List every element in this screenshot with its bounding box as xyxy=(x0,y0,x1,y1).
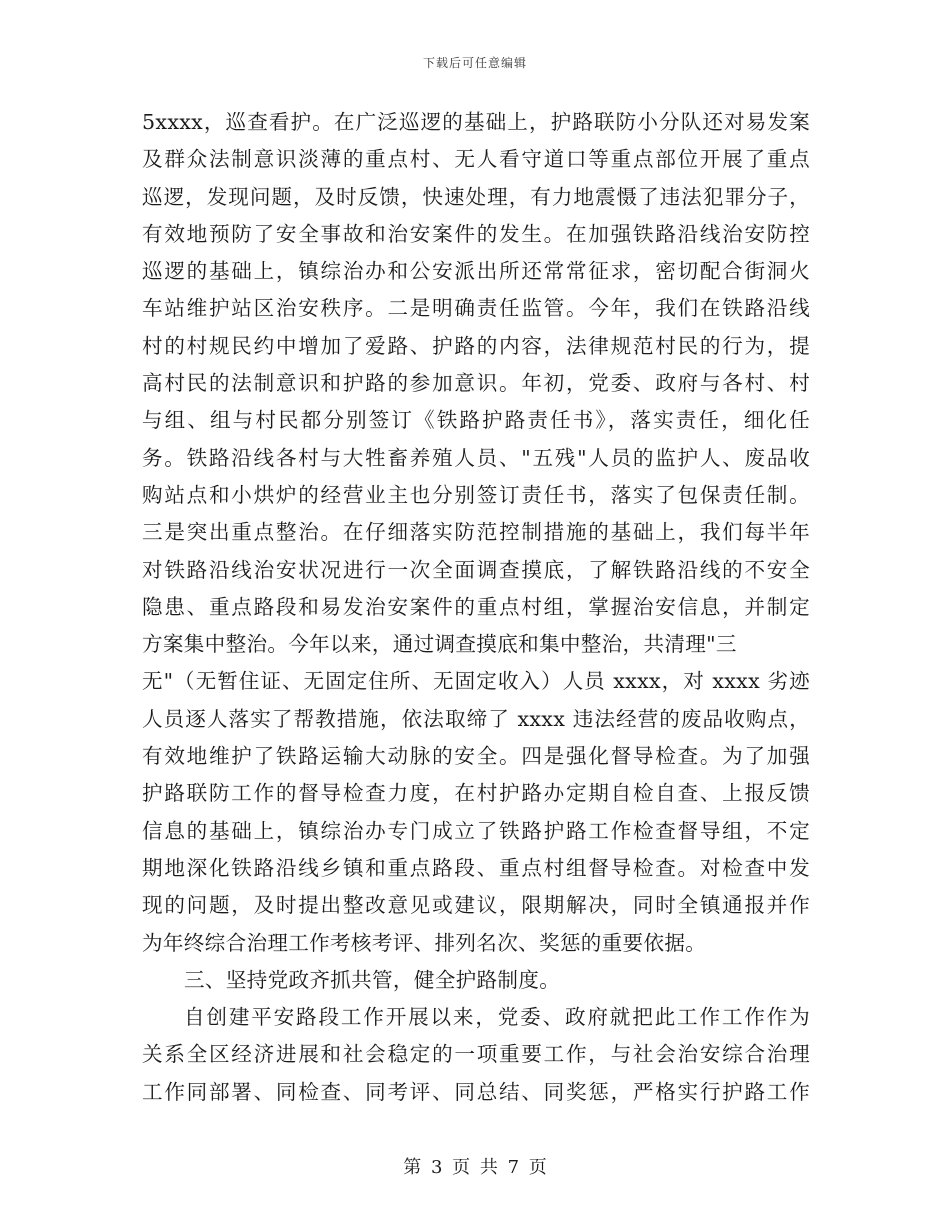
section-heading: 三、坚持党政齐抓共管，健全护路制度。 xyxy=(184,967,561,992)
body-line: 信息的基础上，镇综治办专门成立了铁路护路工作检查督导组，不定 xyxy=(142,818,810,843)
body-line: 5xxxx，巡查看护。在广泛巡逻的基础上，护路联防小分队还对易发案 xyxy=(142,110,810,134)
body-line: 三是突出重点整治。在仔细落实防范控制措施的基础上，我们每半年 xyxy=(142,520,810,545)
body-line: 现的问题，及时提出整改意见或建议，限期解决，同时全镇通报并作 xyxy=(142,893,810,918)
body-line: 有效地维护了铁路运输大动脉的安全。四是强化督导检查。为了加强 xyxy=(142,744,810,769)
body-line: 为年终综合治理工作考核考评、排列名次、奖惩的重要依据。 xyxy=(142,930,707,955)
body-line: 及群众法制意识淡薄的重点村、无人看守道口等重点部位开展了重点 xyxy=(142,147,810,172)
body-line: 车站维护站区治安秩序。二是明确责任监管。今年，我们在铁路沿线 xyxy=(142,296,810,321)
page-header: 下载后可任意编辑 xyxy=(422,56,527,70)
body-line: 人员逐人落实了帮教措施，依法取缔了 xxxx 违法经营的废品收购点， xyxy=(142,706,810,731)
body-line: 与组、组与村民都分别签订《铁路护路责任书》，落实责任，细化任 xyxy=(142,408,810,433)
body-line: 村的村规民约中增加了爱路、护路的内容，法律规范村民的行为，提 xyxy=(142,333,810,358)
body-line: 自创建平安路段工作开展以来，党委、政府就把此工作工作作为 xyxy=(184,1005,810,1030)
body-line: 隐患、重点路段和易发治安案件的重点村组，掌握治安信息，并制定 xyxy=(142,594,810,619)
body-line: 对铁路沿线治安状况进行一次全面调查摸底，了解铁路沿线的不安全 xyxy=(142,557,810,582)
body-line: 高村民的法制意识和护路的参加意识。年初，党委、政府与各村、村 xyxy=(142,371,810,396)
document-body xyxy=(142,104,810,1111)
body-line: 期地深化铁路沿线乡镇和重点路段、重点村组督导检查。对检查中发 xyxy=(142,855,810,880)
body-line: 务。铁路沿线各村与大牲畜养殖人员、"五残"人员的监护人、废品收 xyxy=(142,445,810,470)
body-line: 有效地预防了安全事故和治安案件的发生。在加强铁路沿线治安防控 xyxy=(142,221,810,246)
body-line: 无"（无暂住证、无固定住所、无固定收入）人员 xxxx，对 xxxx 劣迹 xyxy=(142,669,810,694)
body-line: 护路联防工作的督导检查力度，在村护路办定期自检自查、上报反馈 xyxy=(142,781,810,806)
body-line: 购站点和小烘炉的经营业主也分别签订责任书，落实了包保责任制。 xyxy=(142,482,810,507)
body-line: 方案集中整治。今年以来，通过调查摸底和集中整治，共清理"三 xyxy=(142,632,737,657)
body-line: 巡逻的基础上，镇综治办和公安派出所还常常征求，密切配合街洞火 xyxy=(142,259,810,284)
body-line: 关系全区经济进展和社会稳定的一项重要工作，与社会治安综合治理 xyxy=(142,1042,810,1067)
body-line: 工作同部署、同检查、同考评、同总结、同奖惩，严格实行护路工作 xyxy=(142,1079,810,1104)
body-line: 巡逻，发现问题，及时反馈，快速处理，有力地震慑了违法犯罪分子， xyxy=(142,184,810,209)
page-number: 第 3 页 共 7 页 xyxy=(403,1157,547,1178)
